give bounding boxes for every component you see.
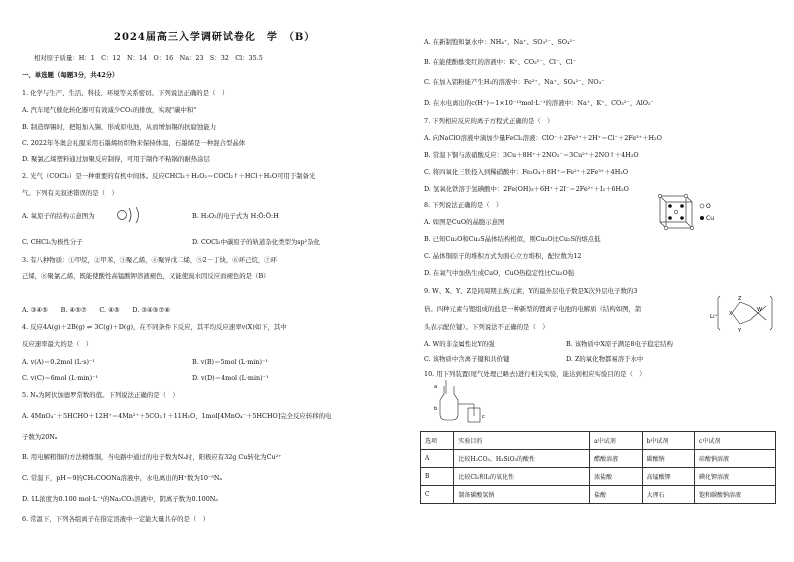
table-header: c中试剂 <box>694 432 775 450</box>
table-header: 选项 <box>421 432 454 450</box>
q1-option-a: A. 汽车尾气催化转化器可有效减少CO₂的排放，实现"碳中和" <box>22 106 197 114</box>
cuo-unit-cell <box>656 192 748 238</box>
q2-option-d: D. COCl₂中碳原子的轨道杂化类型为sp²杂化 <box>192 238 320 246</box>
q9-stem: 9. W、X、Y、Z是同周期主族元素，Y的最外层电子数是X次外层电子数的3 <box>424 287 638 295</box>
q6-option-b: B. 在能使酚酞变红的溶液中：K⁺、CO₃²⁻、Cl⁻、Cl⁻ <box>424 58 577 66</box>
apparatus-label-a: a <box>434 384 438 390</box>
exam-title: 2024届高三入学调研试卷化 学 （B） <box>114 32 316 43</box>
q8-option-b: B. 已知Cu₂O和Cu₂S晶体结构相似，则Cu₂O比Cu₂S的熔点低 <box>424 235 601 243</box>
oxygen-atom-diagram <box>116 205 144 225</box>
q3-stem: 3. 有八种物质：①甲烷，②甲苯，③聚乙烯，④聚异戊二烯，⑤2－丁炔，⑥环己烷，⑦环 <box>22 256 278 264</box>
apparatus-label-b: b <box>434 406 438 412</box>
atom-y-label: Y <box>738 328 742 334</box>
q7-stem: 7. 下列相应反应的离子方程式正确的是（ ） <box>424 117 554 125</box>
q4-stem-cont: 反应速率最大的是（ ） <box>22 340 93 348</box>
table-cell: B <box>421 468 454 486</box>
section-heading: 一、单选题（每题3分，共42分） <box>22 71 119 79</box>
o-legend-label: O <box>706 203 711 210</box>
lithium-salt-structure <box>708 288 778 338</box>
table-cell: A <box>421 450 454 468</box>
q5-option-b: B. 用电解粗铜的方法精炼铜，当电路中通过的电子数为Nₐ时，阳极应有32g Cu转化为Cu²⁺ <box>22 453 282 461</box>
q1-option-c: C. 2022年冬奥会礼服采用石墨烯纺织物来保持体温，石墨烯是一种混合型晶体 <box>22 139 246 147</box>
q7-option-d: D. 氢氧化铁溶于氢碘酸中：2Fe(OH)₃＋6H⁺＋2I⁻＝2Fe²⁺＋I₂＋6H₂O <box>424 185 629 193</box>
q5-stem: 5. Nₐ为阿伏加德罗常数的值。下列说法正确的是（ ） <box>22 391 179 399</box>
table-cell: 浓盐酸 <box>590 468 642 486</box>
q7-option-a: A. 向NaClO溶液中滴加少量FeCl₂溶液：ClO⁻＋2Fe²⁺＋2H⁺＝Cl⁻＋2Fe³⁺＋H₂O <box>424 134 662 142</box>
experiment-table <box>420 431 776 504</box>
table-cell: 高锰酸钾 <box>642 468 694 486</box>
q1-stem: 1. 化学与生产、生活、科技、环境等关系密切。下列说法正确的是（ ） <box>22 89 229 97</box>
q5-option-a-cont: 子数为20Nₐ <box>22 433 58 441</box>
q2-option-c: C. CHCl₃为极性分子 <box>22 238 83 246</box>
li-ion-label: Li⁺ <box>710 314 718 320</box>
q6-option-c: C. 在加入铝粉能产生H₂的溶液中：Fe²⁺、Na⁺、SO₄²⁻、NO₃⁻ <box>424 78 605 86</box>
table-cell: 醋酸溶液 <box>590 450 642 468</box>
q4-option-d: D. v(D)＝4mol (L·min)⁻¹ <box>192 374 269 382</box>
table-cell: 制备碳酸氢钠 <box>454 486 590 504</box>
apparatus-label-c: c <box>482 414 485 420</box>
q4-option-c: C. v(C)＝6mol (L·min)⁻¹ <box>22 374 99 382</box>
table-cell: 比较Cl₂和I₂的氧化性 <box>454 468 590 486</box>
q6-stem: 6. 常温下，下列各组离子在指定溶液中一定能大量共存的是（ ） <box>22 515 210 523</box>
table-cell: 硅酸钠溶液 <box>694 450 775 468</box>
q4-stem: 4. 反应4A(g)＋2B(g) ⇌ 3C(g)＋D(g)，在不同条件下反应，其平均反应速率v(X)如下，其中 <box>22 323 287 331</box>
q3-options: A. ③④⑤ B. ④⑤⑦ C. ④⑤ D. ③④⑤⑦⑧ <box>22 306 170 314</box>
q7-option-c: C. 将四氧化三铁投入到稀硝酸中：Fe₃O₄＋8H⁺＝Fe²⁺＋2Fe³⁺＋4H₂O <box>424 168 629 176</box>
cu-legend-label: Cu <box>706 215 714 222</box>
atom-x-label: X <box>729 311 733 317</box>
q1-option-b: B. 制造焊锡时，把铅加入锡，形成原电池，从而增加锡的抗腐蚀能力 <box>22 123 217 131</box>
q8-option-c: C. 晶体铜原子的堆积方式为面心立方堆积，配位数为12 <box>424 252 582 260</box>
table-header: a中试剂 <box>590 432 642 450</box>
q9-stem-cont2: 头表示配位键）。下列说法不正确的是（ ） <box>424 323 549 331</box>
table-cell: 大理石 <box>642 486 694 504</box>
q2-option-b: B. H₂O₂的电子式为 H:Ö:Ö:H <box>192 212 279 220</box>
q9-option-a: A. W的非金属性比Y的强 <box>424 340 495 348</box>
q2-option-a: A. 氧原子的结构示意图为 <box>22 212 95 220</box>
apparatus-diagram <box>430 380 500 428</box>
atom-z-label: Z <box>738 296 742 302</box>
table-cell: 碳酸钠 <box>642 450 694 468</box>
q2-stem-cont: 气。下列有关叙述错误的是（ ） <box>22 189 118 197</box>
table-row <box>421 468 776 486</box>
table-cell: 盐酸 <box>590 486 642 504</box>
table-cell: 碘化钾溶液 <box>694 468 775 486</box>
q8-option-d: D. 在氧气中加热生成CuO，CuO热稳定性比Cu₂O强 <box>424 269 575 277</box>
table-row <box>421 486 776 504</box>
q4-option-a: A. v(A)＝0.2mol (L·s)⁻¹ <box>22 358 95 366</box>
q10-stem: 10. 用下列装置(尾气处理已略去)进行相关实验，能达到相应实验目的是（ ） <box>424 370 646 378</box>
q6-option-d: D. 在水电离出的c(H⁺)＝1×10⁻¹³mol·L⁻¹的溶液中：Na⁺、K⁺、CO₃²⁻、AlO₂⁻ <box>424 99 654 107</box>
q7-option-b: B. 常温下铜与浓硝酸反应：3Cu＋8H⁺＋2NO₃⁻＝3Cu²⁺＋2NO↑＋4H₂O <box>424 151 639 159</box>
q2-stem: 2. 光气（COCl₂）是一种重要的有机中间体。反应CHCl₃＋H₂O₂＝COCl₂↑＋HCl＋H₂O可用于制备光 <box>22 172 316 180</box>
q9-stem-cont: 倍。四种元素与锂组成的盐是一种新型的锂离子电池的电解质（结构如图，箭 <box>424 305 642 313</box>
q3-stem-cont: 己烯，⑧聚氯乙烯，既能使酸性高锰酸钾溶液褪色，又能使溴水因反应而褪色的是（B） <box>22 272 270 280</box>
q8-option-a: A. 如图是CuO的晶胞示意图 <box>424 218 505 226</box>
q1-option-d: D. 聚氯乙烯塑料通过加聚反应制得，可用于制作不粘锅的耐热涂层 <box>22 155 210 163</box>
q4-option-b: B. v(B)＝5mol (L·min)⁻¹ <box>192 358 268 366</box>
o-legend-marker <box>700 204 704 208</box>
q9-option-d: D. Z的氧化物都易溶于水中 <box>566 355 644 363</box>
q9-option-c: C. 该物质中含离子键和共价键 <box>424 355 510 363</box>
table-row <box>421 450 776 468</box>
atomic-masses: 相对原子质量：H：1 C：12 N：14 O：16 Na：23 S：32 Cl：35.5 <box>34 54 263 62</box>
q5-option-c: C. 常温下，pH＝9的CH₃COONa溶液中，水电离出的H⁺数为10⁻⁵Nₐ <box>22 474 222 482</box>
cu-legend-marker <box>700 216 704 220</box>
q9-option-b: B. 该物质中X原子满足8电子稳定结构 <box>566 340 673 348</box>
q6-option-a: A. 在新制饱和氯水中：NH₄⁺、Na⁺、SO₃²⁻、SO₄²⁻ <box>424 38 576 46</box>
table-header: 实验目的 <box>454 432 590 450</box>
table-cell: 比较H₂CO₃、H₂SiO₃的酸性 <box>454 450 590 468</box>
table-header-row <box>421 432 776 450</box>
q5-option-a: A. 4MnO₄⁻＋5HCHO＋12H⁺＝4Mn²⁺＋5CO₂↑＋11H₂O，1mol[4MnO₄⁻＋5HCHO]完全反应转移的电 <box>22 412 332 420</box>
q5-option-d: D. 1L浓度为0.100 mol·L⁻¹的Na₂CO₃溶液中，阴离子数为0.100Nₐ <box>22 495 218 503</box>
table-header: b中试剂 <box>642 432 694 450</box>
table-cell: 饱和碳酸钠溶液 <box>694 486 775 504</box>
q8-stem: 8. 下列说法正确的是（ ） <box>424 201 503 209</box>
table-cell: C <box>421 486 454 504</box>
atom-w-label: W <box>757 307 762 313</box>
